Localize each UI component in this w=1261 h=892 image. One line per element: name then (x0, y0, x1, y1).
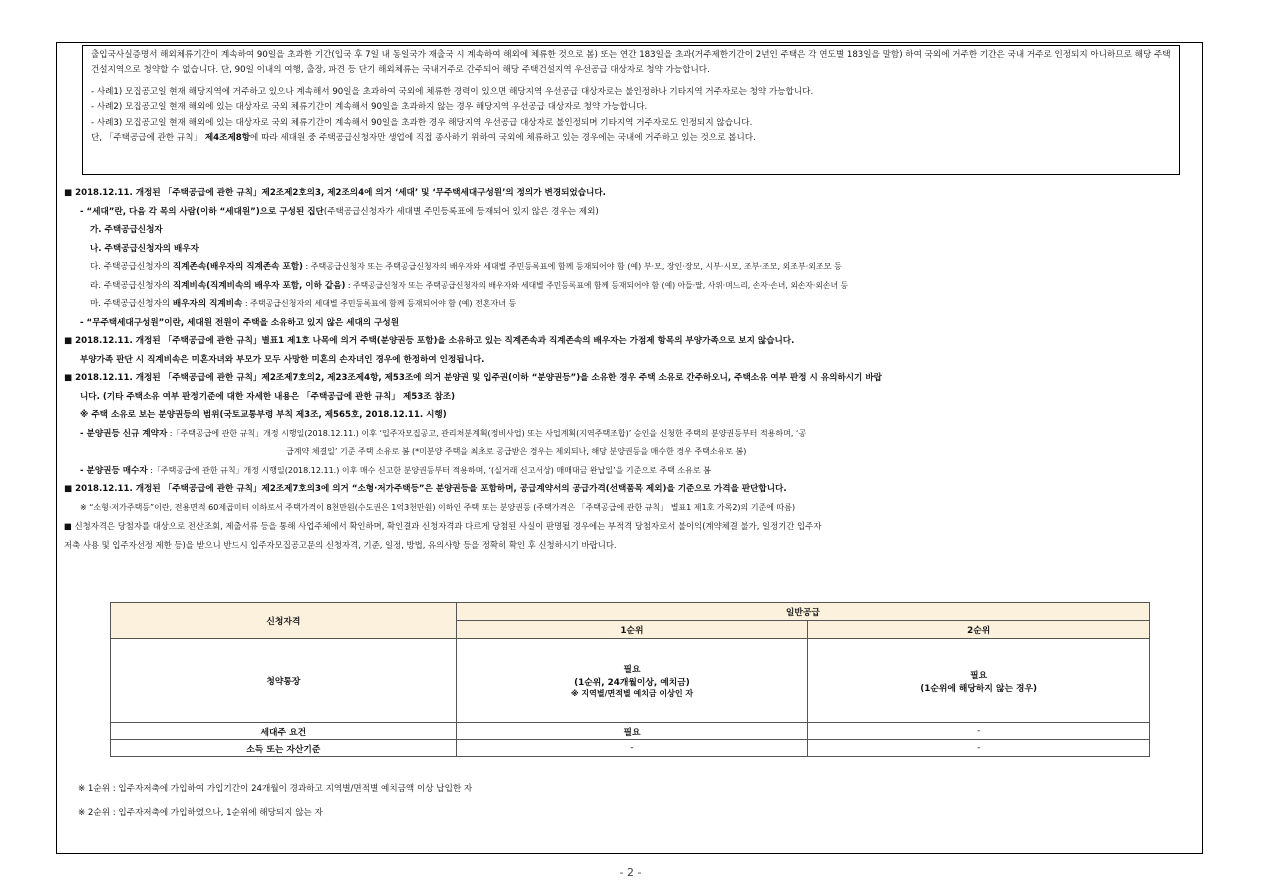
section-3-title: ■ 2018.12.11. 개정된 「주택공급에 관한 규칙」제2조제7호의2, 제23조제4항, 제53조에 의거 분양권 및 입주권(이하 “분양권등”)을 소유한 경우 주택 소유로 간주하오니, 주택소유 여부 판정 시 유의하시기 바랍 (64, 373, 882, 383)
notice-exception-c: 에 따라 세대원 중 주택공급신청자만 생업에 직접 종사하기 위하여 국외에 체류하고 있는 경우에는 국내에 거주하고 있는 것으로 봅니다. (250, 133, 756, 144)
income-rank-2: - (808, 740, 1150, 757)
notice-exception (91, 131, 1171, 146)
household-definition (64, 203, 1200, 222)
item-ra-prefix: 라. 주택공급신청자의 (90, 280, 173, 291)
overseas-residence-notice (82, 45, 1180, 175)
household-definition-section (64, 184, 1200, 554)
section-2-title: ■ 2018.12.11. 개정된 「주택공급에 관한 규칙」별표1 제1호 나목에 의거 주택(분양권등 포함)을 소유하고 있는 직계존속과 직계존속의 배우자는 가점제 항목의 부양가족으로 보지 않습니다. (64, 336, 795, 346)
section-4-note: ※ “소형·저가주택등”이란, 전용면적 60제곱미터 이하로서 주택가격이 8천만원(수도권은 1억3천만원) 이하인 주택 또는 분양권등 (주택가격은 「주택공급에 관한 규칙」 별표1 제1호 가목2)의 기준에 따름) (80, 502, 796, 512)
notice-paragraph: 출입국사실증명서 해외체류기간이 계속하여 90일을 초과한 기간(입국 후 7일 내 동일국가 재출국 시 계속하여 해외에 체류한 것으로 봄) 또는 연간 183일을 초과(거주제한기간이 2년인 주택은 각 연도별 183일을 말함) 하여 국외에 거주한 기간은 국내 거주로 인정되지 아니하므로 해당 주택건설지역으로 청약할 수 없습니다. 단, 90일 이내의 여행, 출장, 파견 등 단기 해외체류는 국내거주로 간주되어 해당 주택건설지역 우선공급 대상자로 청약 가능합니다. (91, 50, 1171, 76)
section-5-line-1: ■ 신청자격은 당첨자를 대상으로 전산조회, 제출서류 등을 통해 사업주체에서 확인하며, 확인결과 신청자격과 다르게 당첨된 사실이 판명될 경우에는 부적격 당첨자로서 불이익(계약체결 불가, 일정기간 입주자 (64, 521, 822, 531)
household-definition-note: (주택공급신청자가 세대별 주민등록표에 등재되어 있지 않은 경우는 제외) (323, 206, 599, 217)
new-contractor-label: - 분양권등 신규 계약자 (80, 428, 168, 439)
new-contractor-desc: :「주택공급에 관한 규칙」개정 시행일(2018.12.11.) 이후 ‘입주자모집공고, 관리처분계획(정비사업) 또는 사업계획(지역주택조합)’ 승인을 신청한 주택의 분양권등부터 적용하며, ‘공 (167, 428, 807, 438)
item-ra-bold: 직계비속(직계비속의 배우자 포함, 이하 같음) (172, 280, 346, 291)
buyer-desc: :「주택공급에 관한 규칙」개정 시행일(2018.12.11.) 이후 매수 신고한 분양권등부터 적용하며, ‘(실거래 신고서상) 매매대금 완납일’을 기준으로 주택 소유로 봄 (147, 465, 711, 475)
account-rank-1-line3: ※ 지역별/면적별 예치금 이상인 자 (570, 689, 694, 698)
section-4-title: ■ 2018.12.11. 개정된 「주택공급에 관한 규칙」제2조제7호의3에 의거 “소형·저가주택등”은 분양권등을 포함하며, 공급계약서의 공급가격(선택품목 제외)을 기준으로 가격을 판단합니다. (64, 484, 787, 494)
item-ma-bold: 배우자의 직계비속 (172, 299, 243, 309)
buyer-label: - 분양권등 매수자 (80, 465, 148, 476)
item-ma (64, 295, 1200, 314)
item-da (64, 258, 1200, 277)
account-rank-1 (456, 639, 808, 723)
section-1-title: ■ 2018.12.11. 개정된 「주택공급에 관한 규칙」제2조제2호의3, 제2조의4에 의거 ‘세대’ 및 ‘무주택세대구성원’의 정의가 변경되었습니다. (64, 188, 606, 198)
item-ra (64, 277, 1200, 296)
account-rank-1-line2: (1순위, 24개월이상, 예치금) (574, 678, 690, 688)
footnote-rank-1: ※ 1순위 : 입주자저축에 가입하여 가입기간이 24개월이 경과하고 지역별/면적별 예치금액 이상 납입한 자 (78, 784, 473, 794)
item-ma-prefix: 마. 주택공급신청자의 (90, 299, 173, 309)
section-3-new-contractor-cont: 급계약 체결일’ 기준 주택 소유로 봄 (*미분양 주택을 최초로 공급받은 경우는 제외되나, 해당 분양권등을 매수한 경우 주택소유로 봄) (286, 447, 747, 456)
account-rank-2-line2: (1순위에 해당하지 않는 경우) (920, 683, 1038, 694)
header-general-supply: 일반공급 (456, 603, 1149, 621)
no-house-definition: - “무주택세대구성원”이란, 세대원 전원이 주택을 소유하고 있지 않은 세대의 구성원 (80, 317, 400, 328)
row-income-assets: 소득 또는 자산기준 (111, 740, 457, 757)
item-da-bold: 직계존속(배우자의 직계존속 포함) (172, 262, 303, 272)
footnote-rank-2: ※ 2순위 : 입주자저축에 가입하였으나, 1순위에 해당되지 않는 자 (78, 808, 323, 818)
section-3-new-contractor (64, 425, 1200, 444)
notice-exception-rule: 제4조제8항 (204, 133, 251, 144)
row-subscription-account: 청약통장 (111, 639, 457, 723)
notice-case-3: - 사례3) 모집공고일 현재 해외에 있는 대상자로 국외 체류기간이 계속해서 90일을 초과한 경우 해당지역 우선공급 대상자로 불인정되며 기타지역 거주자로도 인정되지 않습니다. (91, 117, 753, 128)
account-rank-2 (808, 639, 1150, 723)
header-qualification: 신청자격 (111, 603, 457, 639)
notice-case-1: - 사례1) 모집공고일 현재 해당지역에 거주하고 있으나 계속해서 90일을 초과하여 국외에 체류한 경력이 있으면 해당지역 우선공급 대상자로는 불인정하나 기타지역 거주자로는 청약 가능합니다. (91, 86, 814, 97)
item-ma-desc: : 주택공급신청자의 세대별 주민등록표에 함께 등재되어야 함 (예) 전혼자녀 등 (242, 299, 517, 308)
header-rank-2: 2순위 (808, 621, 1150, 639)
household-definition-bold: - “세대”란, 다음 각 목의 사람(이하 “세대원”)으로 구성된 집단 (80, 206, 324, 217)
item-da-desc: : 주택공급신청자 또는 주택공급신청자의 배우자와 세대별 주민등록표에 함께 등재되어야 함 (예) 부·모, 장인·장모, 시부·시모, 조부·조모, 외조부·외조모 등 (302, 262, 842, 271)
qualification-table (110, 602, 1150, 757)
notice-exception-a: 단, 「주택공급에 관한 규칙」 (91, 133, 205, 144)
household-head-rank-2: - (808, 723, 1150, 740)
item-ga: 가. 주택공급신청자 (90, 225, 163, 235)
item-ra-desc: : 주택공급신청자 또는 주택공급신청자의 배우자와 세대별 주민등록표에 함께 등재되어야 함 (예) 아들·딸, 사위·며느리, 손자·손녀, 외손자·외손녀 등 (345, 280, 849, 290)
household-head-rank-1: 필요 (456, 723, 808, 740)
header-rank-1: 1순위 (456, 621, 808, 639)
section-5-line-2: 저축 사용 및 입주자선정 제한 등)을 받으니 반드시 입주자모집공고문의 신청자격, 기준, 일정, 방법, 유의사항 등을 정확히 확인 후 신청하시기 바랍니다. (64, 539, 617, 550)
section-3-scope: ※ 주택 소유로 보는 분양권등의 범위(국토교통부령 부칙 제3조, 제565호, 2018.12.11. 시행) (80, 410, 447, 420)
income-rank-1: - (456, 740, 808, 757)
row-household-head: 세대주 요건 (111, 723, 457, 740)
section-3-cont: 니다. (기타 주택소유 여부 판정기준에 대한 자세한 내용은 「주택공급에 관한 규칙」 제53조 참조) (80, 391, 456, 402)
section-2-sub: 부양가족 판단 시 직계비속은 미혼자녀와 부모가 모두 사망한 미혼의 손자녀인 경우에 한정하여 인정됩니다. (80, 354, 485, 365)
item-da-prefix: 다. 주택공급신청자의 (90, 262, 173, 272)
notice-case-2: - 사례2) 모집공고일 현재 해외에 있는 대상자로 국외 체류기간이 계속해서 90일을 초과하지 않는 경우 해당지역 우선공급 대상자로 청약 가능합니다. (91, 102, 648, 113)
account-rank-2-line1: 필요 (970, 670, 988, 681)
section-3-buyer (64, 462, 1200, 481)
page-number: - 2 - (619, 866, 642, 879)
account-rank-1-line1: 필요 (623, 665, 641, 675)
item-na: 나. 주택공급신청자의 배우자 (90, 243, 199, 254)
